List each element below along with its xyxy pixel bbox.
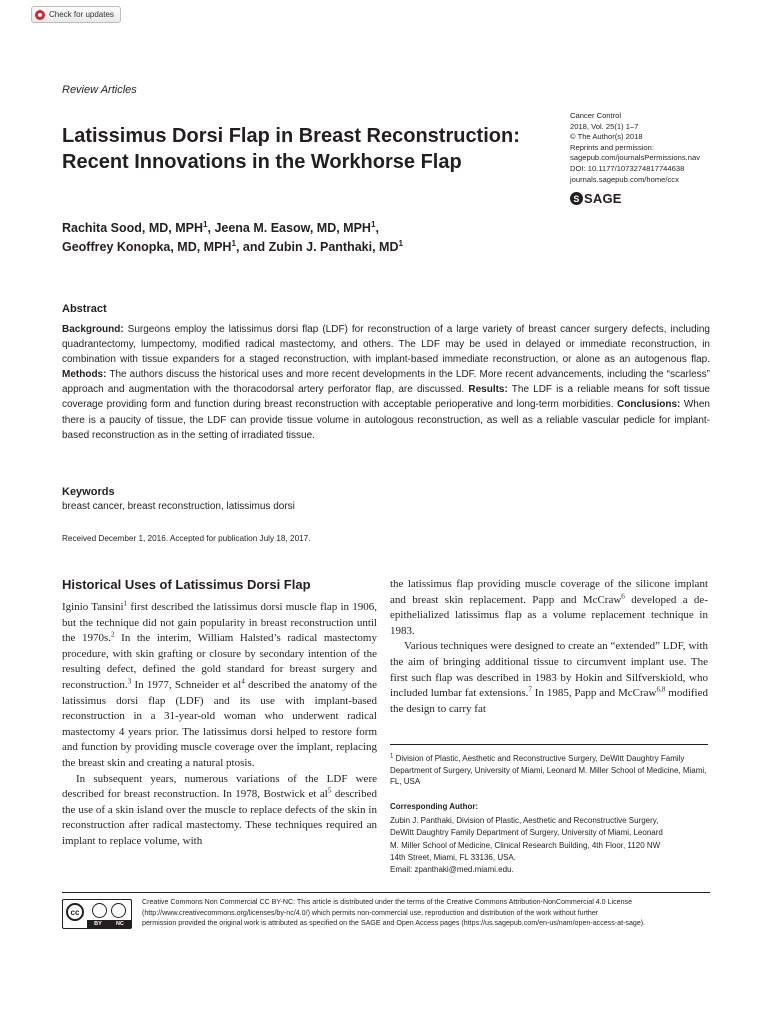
affiliation-footnote: $^1$ Division of Plastic, Aesthetic and Reconstructive Surgery, DeWitt Daughtry Family Department of Surgery, University of Miami, Leonard M. Miller School of Medicine, Miami, FL, USA [390,753,707,786]
keywords-heading: Keywords [62,486,115,498]
author-line-1: Rachita Sood, MD, MPH$^1$, Jeena M. Easow, MD, MPH$^1$, [62,219,379,235]
paragraph: Iginio Tansini$^1$ first described the latissimus dorsi muscle flap in 1906, but the technique did not gain popularity in breast reconstruction until the 1970s.$^2$ In the interim, William Halsted’s radical mastectomy procedure, with skin grafting or closure by secondary intention of the resulting defect, defined the gold standard for breast surgery and reconstruction.$^3$ In 1977, Schneider et $al^4$ described the anatomy of the latissimus dorsi flap (LDF) and its use with implant-based reconstruction in a 31-year-old woman who underwent radical mastectomy 4 years prior. The latissimus dorsi helped to restore form and function by providing muscle coverage over the implant, replacing the breast skin and creating a natural ptosis. [62,599,377,769]
journal-line: Cancer Control [570,111,622,120]
author-line-2: Geoffrey Konopka, MD, MPH$^1$, and Zubin J. Panthaki, $MD^1$ [62,238,404,254]
check-for-updates-label: Check for updates [49,10,114,19]
corresponding-author-heading: Corresponding Author: [390,802,479,811]
journal-info [570,111,760,185]
license-divider [62,892,710,893]
paragraph: In subsequent years, numerous variations of the LDF were described for breast reconstruction. In 1978, Bostwick et $al^5$ described the use of a skin island over the muscle to replace defects of the skin in reconstruction after radical mastectomy. These techniques required an implant to replace volume, with [62,772,377,847]
corresponding-author-details: Zubin J. Panthaki, Division of Plastic, Aesthetic and Reconstructive Surgery, DeWitt Daughtry Family Department of Surgery, University of Miami, Leonard M. Miller School of Medicine, Clinical Research Building, 4th Floor, 1120 NW 14th Street, Miami, FL 33136, USA. Email: zpanthaki@med.miami.edu. [390,815,710,876]
cc-icon: cc [66,903,84,921]
section-heading: Historical Uses of Latissimus Dorsi Flap [62,577,311,592]
body-column-left [62,600,377,850]
noncommercial-icon [111,903,126,918]
received-dates: Received December 1, 2016. Accepted for publication July 18, 2017. [62,534,311,543]
body-column-right [390,577,708,717]
cc-badge-strip: BY NC [87,920,131,928]
journal-line[interactable]: sagepub.com/journalsPermissions.nav [570,153,701,163]
attribution-icon [92,903,107,918]
check-for-updates-button[interactable] [31,6,121,23]
journal-line: Reprints and permission: [570,142,654,152]
footnote-divider [390,744,708,745]
title-line-1: Latissimus Dorsi Flap in Breast Reconstruction: [62,125,520,147]
sage-s-icon: S [570,192,583,205]
crossmark-icon [35,10,45,20]
sage-logo [570,191,622,206]
license-text: Creative Commons Non Commercial CC BY-NC: This article is distributed under the terms of the Creative Commons Attribution-NonCommercial 4.0 License (http://www.creativecommons.org/licenses/by-nc/4.0/) which permits non-commercial use, reproduction and distribution of the work without further permission provided the original work is attributed as specified on the SAGE and Open Access pages (https://us.sagepub.com/en-us/nam/open-access-at-sage). [142,898,646,927]
keywords-text: breast cancer, breast reconstruction, latissimus dorsi [62,501,295,512]
email-link[interactable]: Email: zpanthaki@med.miami.edu. [390,865,514,875]
sage-logo-text: SAGE [584,191,622,206]
abstract-body: Background: Surgeons employ the latissimus dorsi flap (LDF) for reconstruction of a large variety of breast cancer surgery defects, including quadrantectomy, lumpectomy, modified radical mastectomy, and others. The LDF may be used in delayed or immediate reconstruction, in combination with tissue expanders for a staged reconstruction, with implant-based immediate reconstruction, or alone as an autogenous flap. Methods: The authors discuss the historical uses and more recent developments in the LDF. More recent advancements, including the “scarless” approach and augmentation with the thoracodorsal artery perforator flap, are discussed. Results: The LDF is a reliable means for soft tissue coverage providing form and function during breast reconstruction with acceptable perioperative and long-term morbidities. Conclusions: When there is a paucity of tissue, the LDF can provide tissue volume in autologous reconstruction, as well as a reliable vascular pedicle for implant-based reconstruction as in the setting of irradiated tissue. [62,324,710,441]
cc-by-nc-badge[interactable] [62,899,132,929]
journal-line: © The Author(s) 2018 [570,132,643,142]
title-line-2: Recent Innovations in the Workhorse Flap [62,151,462,173]
journal-line: 2018, Vol. 25(1) 1–7 [570,121,639,131]
paragraph: the latissimus flap providing muscle coverage of the silicone implant and breast skin replacement. Papp and McCraw$^6$ developed a de-epithelialized latissimus flap as a volume replacement technique in 1983. [390,578,708,637]
abstract-heading: Abstract [62,303,107,315]
article-title [62,123,562,175]
journal-line[interactable]: DOI: 10.1177/1073274817744638 [570,163,685,173]
journal-line[interactable]: journals.sagepub.com/home/ccx [570,174,679,184]
section-label: Review Articles [62,84,137,96]
author-list [62,219,582,257]
paragraph: Various techniques were designed to create an “extended” LDF, with the aim of bringing additional tissue to circumvent implant use. The first such flap was described in 1983 by Hokin and Silfverskiold, who included lumbar fat extensions.$^7$ In 1985, Papp and McCraw$^{6,8}$ modified the design to carry fat [390,640,708,715]
